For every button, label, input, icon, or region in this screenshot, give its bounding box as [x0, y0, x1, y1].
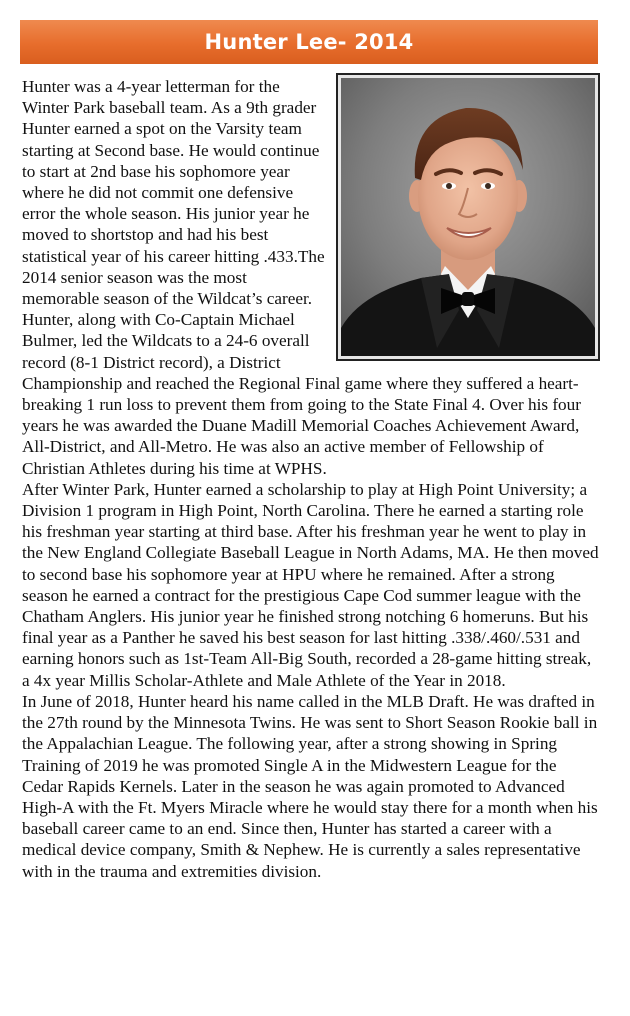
- portrait-photo: [341, 78, 595, 356]
- portrait-image: [341, 78, 595, 356]
- bio-article: [22, 76, 600, 882]
- bio-paragraph-1: Hunter was a 4-year letterman for the Winter Park baseball team. As a 9th grader Hunter earned a spot on the Varsity team starting at Second base. He would continue to start at 2nd base his sophomore year where he did not commit one defensive error the whole season. His junior year he moved to shortstop and had his best statistical year of his career hitting .433.The 2014 senior season was the most memorable season of the Wildcat’s career. Hunter, along with Co-Captain Michael Bulmer, led the Wildcats to a 24-6 overall record (8-1 District record), a District Championship and reached the Regional Final game where they suffered a heart-breaking 1 run loss to prevent them from going to the State Final 4. Over his four years he was awarded the Duane Madill Memorial Coaches Achievement Award, All-District, and All-Metro. He was also an active member of Fellowship of Christian Athletes during his time at WPHS.: [22, 77, 581, 478]
- title-banner: [20, 20, 598, 64]
- page-title: Hunter Lee- 2014: [204, 30, 414, 54]
- bio-paragraph-2: After Winter Park, Hunter earned a scholarship to play at High Point University; a Division 1 program in High Point, North Carolina. There he earned a starting role his freshman year starting at third base. After his freshman year he went to play in the New England Collegiate Baseball League in North Adams, MA. He then moved to second base his sophomore year at HPU where he remained. After a strong season he earned a contract for the prestigious Cape Cod summer league with the Chatham Anglers. His junior year he finished strong notching 6 homeruns. But his final year as a Panther he saved his best season for last hitting .338/.460/.531 and earning honors such as 1st-Team All-Big South, recorded a 28-game hitting streak, a 4x year Millis Scholar-Athlete and Male Athlete of the Year in 2018.: [22, 479, 599, 690]
- bio-paragraph-3: In June of 2018, Hunter heard his name called in the MLB Draft. He was drafted in the 27th round by the Minnesota Twins. He was sent to Short Season Rookie ball in the Appalachian League. The following year, after a strong showing in Spring Training of 2019 he was promoted Single A in the Midwestern League for the Cedar Rapids Kernels. Later in the season he was again promoted to Advanced High-A with the Ft. Myers Miracle where he would stay there for a month when his baseball career came to an end. Since then, Hunter has started a career with a medical device company, Smith & Nephew. He is currently a sales representative with in the trauma and extremities division.: [22, 691, 598, 881]
- portrait-frame: [336, 73, 600, 361]
